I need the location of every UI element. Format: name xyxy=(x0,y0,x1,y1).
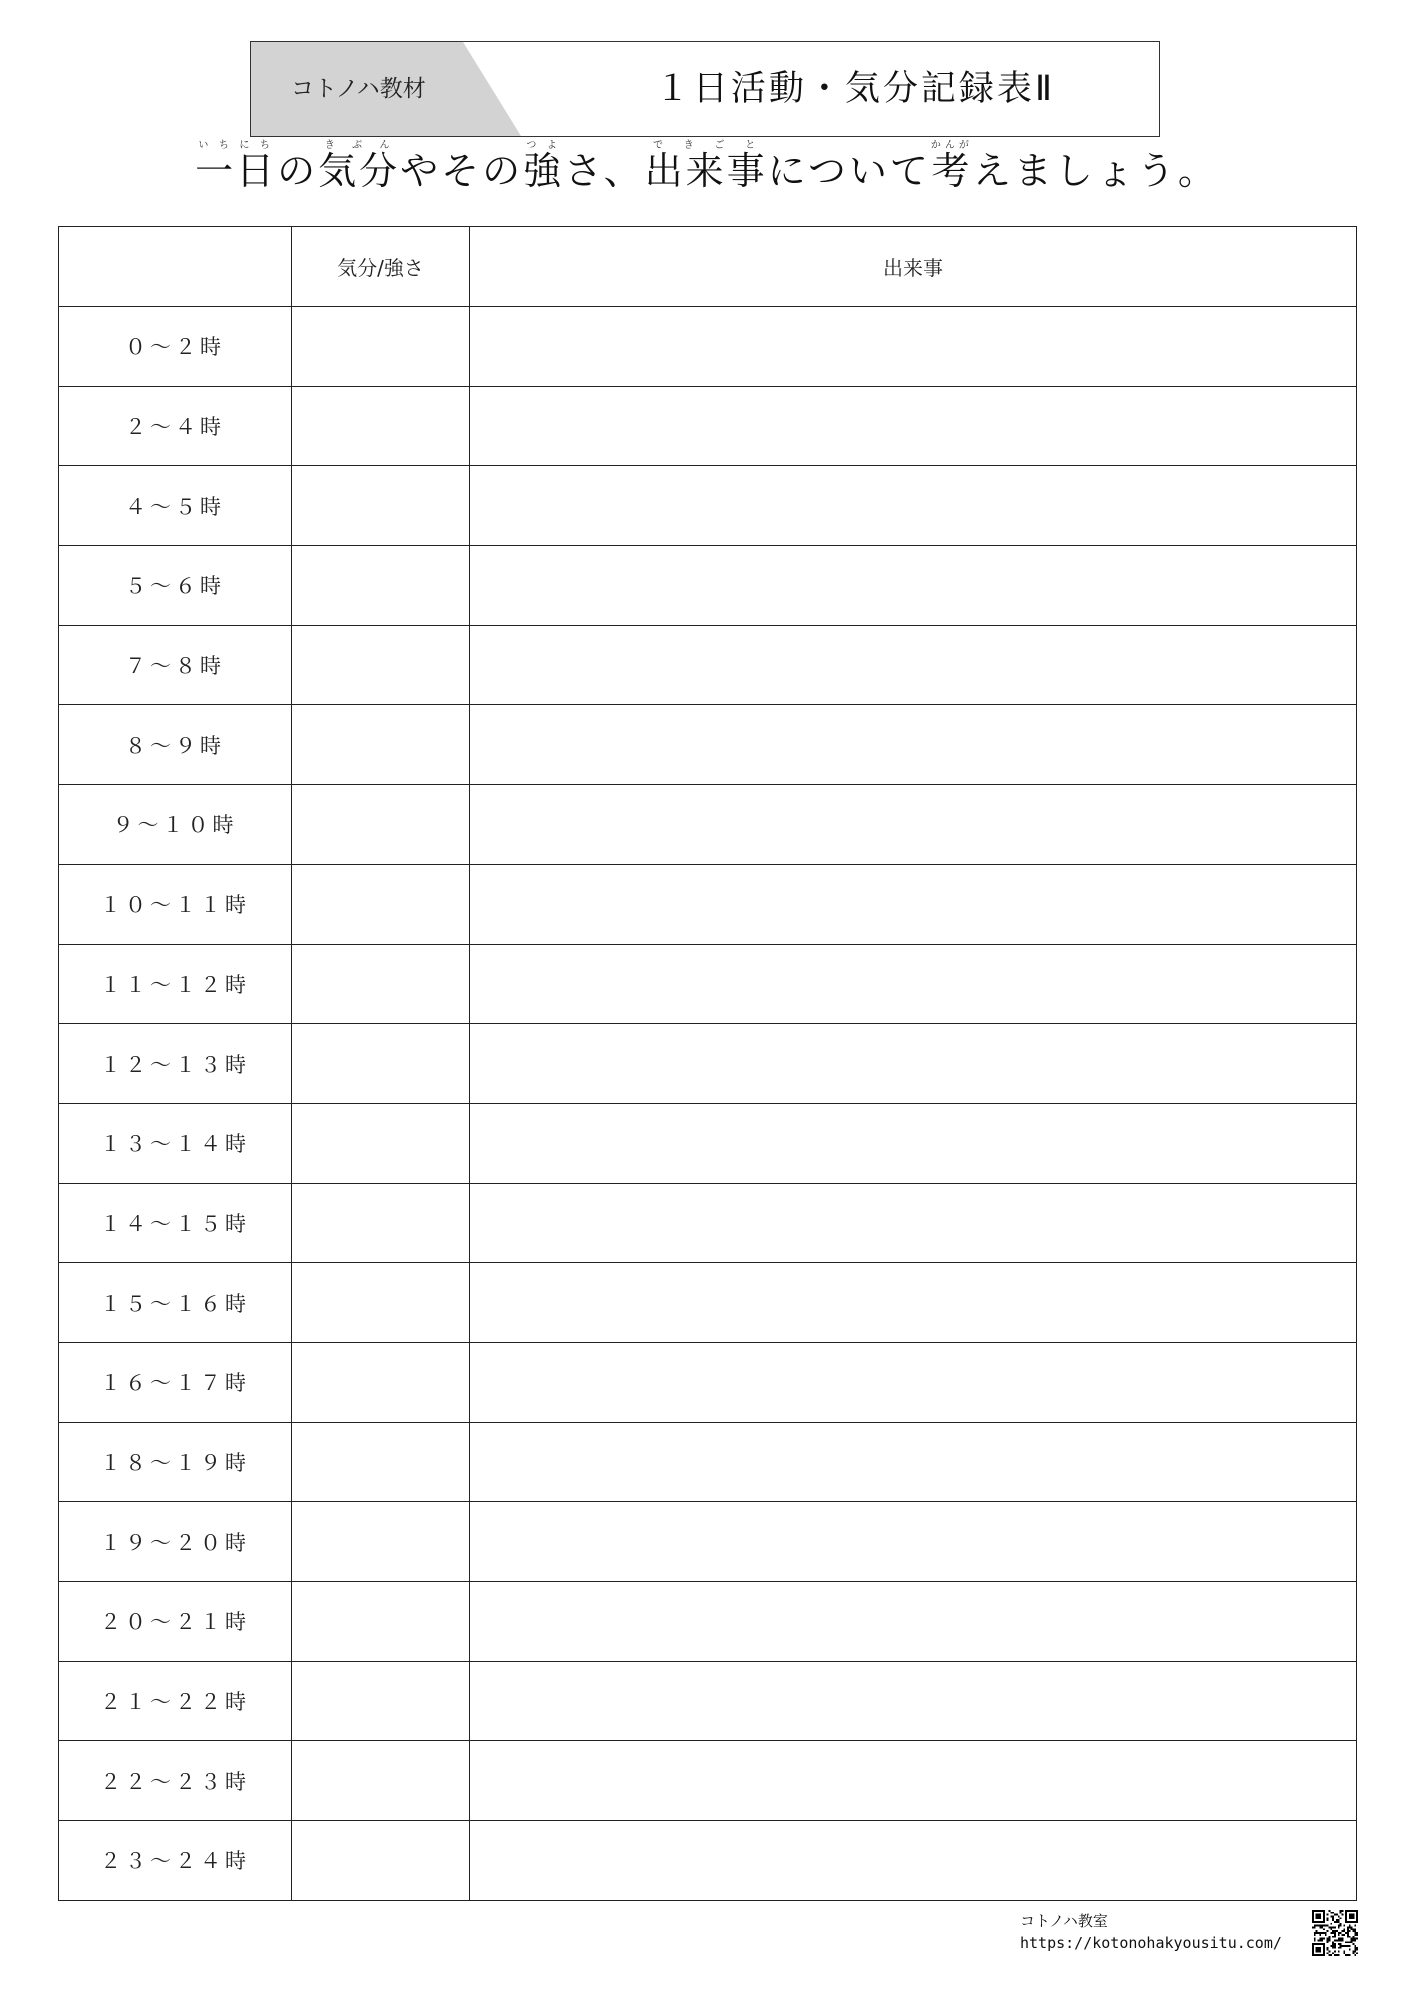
event-cell[interactable] xyxy=(470,785,1357,865)
furigana: いちにち xyxy=(195,140,278,151)
instruction-line xyxy=(0,140,1414,195)
mood-strength-cell[interactable] xyxy=(292,625,470,705)
mood-strength-cell[interactable] xyxy=(292,1741,470,1821)
furigana: できごと xyxy=(644,140,768,151)
furigana: きぶん xyxy=(318,140,401,151)
event-cell[interactable] xyxy=(470,546,1357,626)
instruction-base-text: 強 xyxy=(523,149,565,193)
page-title: １日活動・気分記録表Ⅱ xyxy=(654,69,1056,109)
mood-strength-cell[interactable] xyxy=(292,546,470,626)
table-row xyxy=(59,1741,1357,1821)
footer-url[interactable]: https://kotonohakyousitu.com/ xyxy=(1020,1934,1282,1952)
event-cell[interactable] xyxy=(470,625,1357,705)
table-row xyxy=(59,466,1357,546)
time-slot-label: ４～５時 xyxy=(59,466,292,546)
table-row xyxy=(59,1263,1357,1343)
event-cell[interactable] xyxy=(470,1263,1357,1343)
mood-strength-cell[interactable] xyxy=(292,1582,470,1662)
time-slot-label: ２０～２１時 xyxy=(59,1582,292,1662)
time-slot-label: １９～２０時 xyxy=(59,1502,292,1582)
mood-strength-cell[interactable] xyxy=(292,1502,470,1582)
instruction-base-text: 出来事 xyxy=(644,149,768,193)
furigana: かんが xyxy=(930,140,973,151)
footer-site-name: コトノハ教室 xyxy=(1020,1912,1108,1930)
mood-strength-cell[interactable] xyxy=(292,1661,470,1741)
header-events: 出来事 xyxy=(470,227,1357,307)
instruction-base-text: 一日 xyxy=(195,149,278,193)
brand-tab-label: コトノハ教材 xyxy=(291,76,426,102)
mood-strength-cell[interactable] xyxy=(292,864,470,944)
time-slot-label: ２３～２４時 xyxy=(59,1821,292,1901)
qr-code-icon[interactable] xyxy=(1312,1910,1358,1956)
time-slot-label: ７～８時 xyxy=(59,625,292,705)
table-row xyxy=(59,386,1357,466)
time-slot-label: ２１～２２時 xyxy=(59,1661,292,1741)
instruction-text: やその xyxy=(400,149,524,193)
table-row xyxy=(59,1821,1357,1901)
table-row xyxy=(59,546,1357,626)
table-row xyxy=(59,1103,1357,1183)
time-slot-label: １１～１２時 xyxy=(59,944,292,1024)
event-cell[interactable] xyxy=(470,466,1357,546)
mood-strength-cell[interactable] xyxy=(292,466,470,546)
time-slot-label: １３～１４時 xyxy=(59,1103,292,1183)
header-mood-strength: 気分/強さ xyxy=(292,227,470,307)
instruction-text: えましょう。 xyxy=(972,149,1219,193)
event-cell[interactable] xyxy=(470,1741,1357,1821)
mood-strength-cell[interactable] xyxy=(292,705,470,785)
time-slot-label: ８～９時 xyxy=(59,705,292,785)
time-slot-label: ５～６時 xyxy=(59,546,292,626)
table-row xyxy=(59,864,1357,944)
time-slot-label: ２２～２３時 xyxy=(59,1741,292,1821)
time-slot-label: １８～１９時 xyxy=(59,1422,292,1502)
mood-strength-cell[interactable] xyxy=(292,1263,470,1343)
time-slot-label: １０～１１時 xyxy=(59,864,292,944)
mood-strength-cell[interactable] xyxy=(292,1821,470,1901)
record-table xyxy=(58,226,1357,1901)
instruction-text: について xyxy=(767,149,931,193)
event-cell[interactable] xyxy=(470,705,1357,785)
instruction-base-text: 考 xyxy=(930,149,973,193)
footer-text xyxy=(1020,1910,1282,1954)
event-cell[interactable] xyxy=(470,1502,1357,1582)
event-cell[interactable] xyxy=(470,1103,1357,1183)
event-cell[interactable] xyxy=(470,1422,1357,1502)
instruction-text: さ、 xyxy=(564,149,645,193)
instruction-ruby-word xyxy=(195,140,278,193)
table-row xyxy=(59,1502,1357,1582)
table-row xyxy=(59,307,1357,387)
time-slot-label: １６～１７時 xyxy=(59,1342,292,1422)
event-cell[interactable] xyxy=(470,1183,1357,1263)
mood-strength-cell[interactable] xyxy=(292,307,470,387)
table-row xyxy=(59,1024,1357,1104)
event-cell[interactable] xyxy=(470,944,1357,1024)
instruction-text: の xyxy=(277,149,319,193)
table-row xyxy=(59,1582,1357,1662)
header-time-cell xyxy=(59,227,292,307)
time-slot-label: ２～４時 xyxy=(59,386,292,466)
table-row xyxy=(59,1422,1357,1502)
mood-strength-cell[interactable] xyxy=(292,386,470,466)
mood-strength-cell[interactable] xyxy=(292,1342,470,1422)
time-slot-label: １４～１５時 xyxy=(59,1183,292,1263)
mood-strength-cell[interactable] xyxy=(292,785,470,865)
event-cell[interactable] xyxy=(470,1024,1357,1104)
event-cell[interactable] xyxy=(470,1582,1357,1662)
event-cell[interactable] xyxy=(470,1342,1357,1422)
instruction-base-text: 気分 xyxy=(318,149,401,193)
table-row xyxy=(59,785,1357,865)
time-slot-label: １２～１３時 xyxy=(59,1024,292,1104)
instruction-ruby-word xyxy=(930,140,973,193)
time-slot-label: １５～１６時 xyxy=(59,1263,292,1343)
instruction-ruby-word xyxy=(318,140,401,193)
time-slot-label: ９～１０時 xyxy=(59,785,292,865)
event-cell[interactable] xyxy=(470,1661,1357,1741)
mood-strength-cell[interactable] xyxy=(292,1422,470,1502)
instruction-ruby-word xyxy=(523,140,565,193)
table-row xyxy=(59,1342,1357,1422)
mood-strength-cell[interactable] xyxy=(292,1183,470,1263)
table-row xyxy=(59,1661,1357,1741)
table-row xyxy=(59,944,1357,1024)
mood-strength-cell[interactable] xyxy=(292,1103,470,1183)
table-row xyxy=(59,705,1357,785)
event-cell[interactable] xyxy=(470,386,1357,466)
mood-strength-cell[interactable] xyxy=(292,944,470,1024)
event-cell[interactable] xyxy=(470,1821,1357,1901)
mood-strength-cell[interactable] xyxy=(292,1024,470,1104)
table-row xyxy=(59,1183,1357,1263)
table-header-row xyxy=(59,227,1357,307)
furigana: つよ xyxy=(523,140,565,151)
event-cell[interactable] xyxy=(470,864,1357,944)
header-box xyxy=(250,41,1160,137)
time-slot-label: ０～２時 xyxy=(59,307,292,387)
table-row xyxy=(59,625,1357,705)
instruction-ruby-word xyxy=(644,140,768,193)
event-cell[interactable] xyxy=(470,307,1357,387)
